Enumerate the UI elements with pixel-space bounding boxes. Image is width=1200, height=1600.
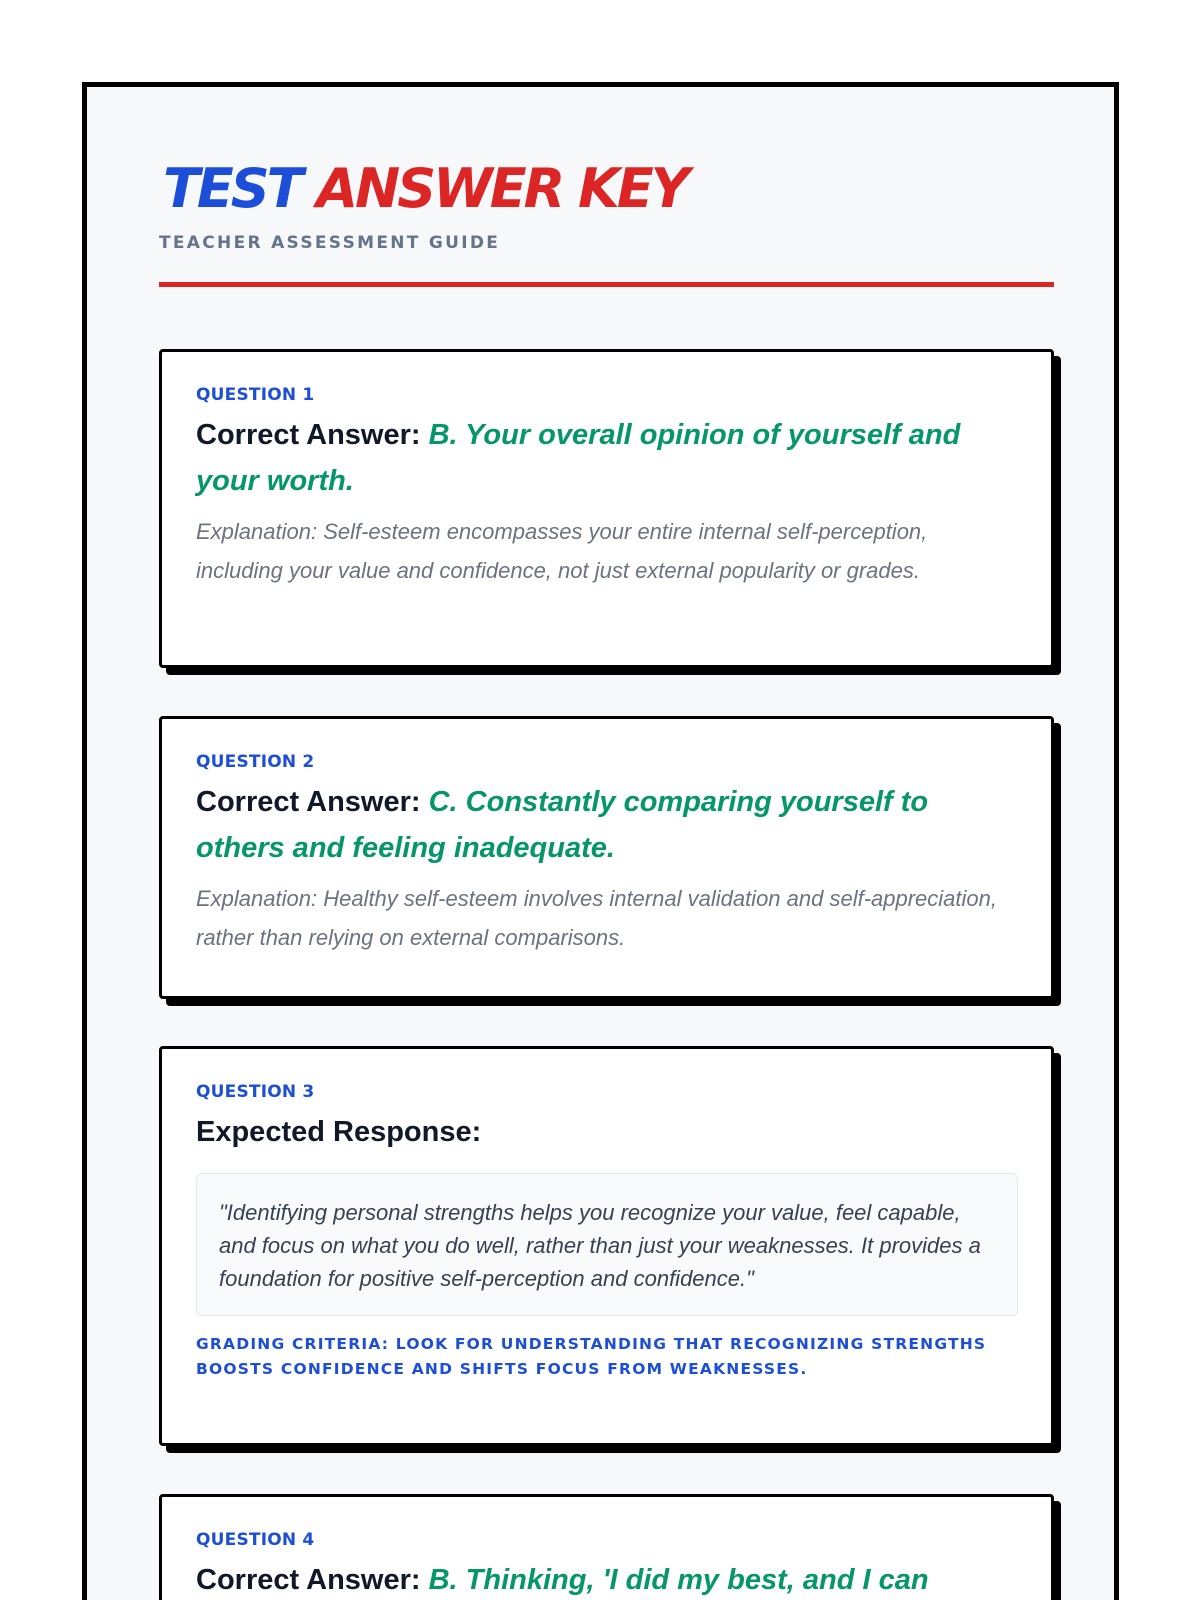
answer-lead: Correct Answer: bbox=[196, 419, 421, 451]
answer-value: C. Constantly comparing yourself to others and feeling inadequate. bbox=[196, 786, 929, 864]
question-label: QUESTION 1 bbox=[196, 385, 315, 405]
expected-response-quote: "Identifying personal strengths helps you recognize your value, feel capable, and focus on what you do well, rather than just your weaknesses. It provides a foundation for positive self-perception and confidence." bbox=[196, 1173, 1018, 1316]
answer-key-sheet bbox=[82, 82, 1119, 1600]
expected-response-heading: Expected Response: bbox=[196, 1116, 482, 1148]
header-divider bbox=[159, 282, 1054, 287]
answer-lead: Correct Answer: bbox=[196, 786, 421, 818]
answer-value: B. Thinking, 'I did my best, and I can bbox=[428, 1564, 929, 1596]
answer-explanation: Explanation: Healthy self-esteem involves internal validation and self-appreciation, rather than relying on external comparisons. bbox=[196, 886, 998, 950]
answer-explanation: Explanation: Self-esteem encompasses your entire internal self-perception, including your value and confidence, not just external popularity or grades. bbox=[196, 519, 928, 583]
answer-lead: Correct Answer: bbox=[196, 1564, 421, 1596]
grading-criteria: GRADING CRITERIA: LOOK FOR UNDERSTANDING THAT RECOGNIZING STRENGTHS BOOSTS CONFIDENCE AND SHIFTS FOCUS FROM WEAKNESSES. bbox=[196, 1335, 987, 1378]
correct-answer bbox=[196, 412, 1018, 504]
question-card-1 bbox=[159, 349, 1054, 668]
correct-answer bbox=[196, 779, 1018, 871]
title-part-test: TEST bbox=[163, 157, 301, 220]
page-subtitle: TEACHER ASSESSMENT GUIDE bbox=[159, 233, 501, 253]
answer-value: B. Your overall opinion of yourself and your worth. bbox=[196, 419, 961, 497]
correct-answer bbox=[196, 1557, 1018, 1600]
question-label: QUESTION 4 bbox=[196, 1530, 315, 1550]
question-label: QUESTION 3 bbox=[196, 1082, 315, 1102]
question-label: QUESTION 2 bbox=[196, 752, 315, 772]
question-card-3 bbox=[159, 1046, 1054, 1446]
question-card-4 bbox=[159, 1494, 1054, 1600]
page-title bbox=[163, 159, 687, 219]
title-part-answer-key: ANSWER KEY bbox=[316, 157, 687, 220]
question-card-2 bbox=[159, 716, 1054, 999]
